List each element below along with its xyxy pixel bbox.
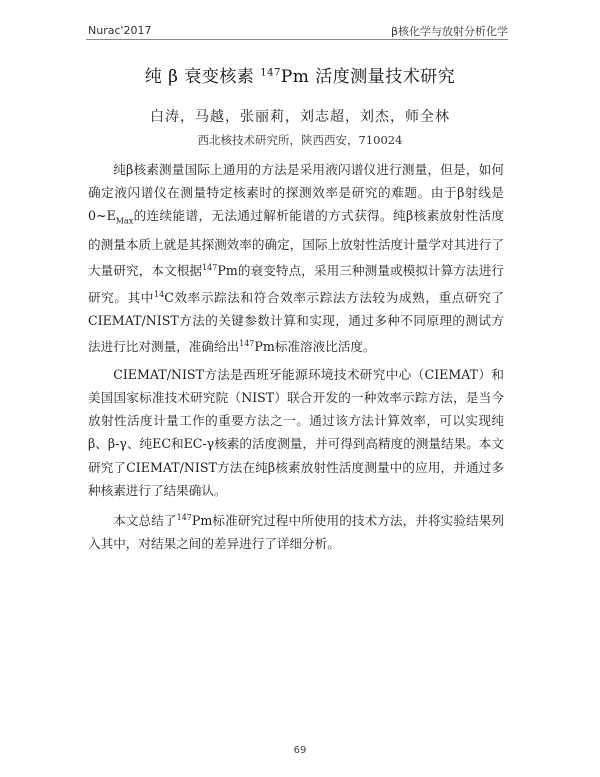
p1-sup-1: 147 <box>202 263 218 273</box>
section-name: β核化学与放射分析化学 <box>390 25 508 38</box>
paper-title <box>0 62 600 87</box>
page-number: 69 <box>293 745 307 756</box>
paragraph-2: CIEMAT/NIST方法是西班牙能源环境技术研究中心（CIEMAT）和美国国家标准技术研究院（NIST）联合开发的一种效率示踪方法，是当今放射性活度计量工作的重要方法之一。通过该方法计算效率，可以实现纯β、β-γ、纯EC和EC-γ核素的活度测量，并可得到高精度的测量结果。本文研究了CIEMAT/NIST方法在纯β核素放射性活度测量中的应用，并通过多种核素进行了结果确认。 <box>88 366 504 498</box>
p1-text-c: Pm的衰变特点，采用三种测量或模拟计算方法进行研究。其中 <box>88 263 504 305</box>
authors: 白涛，马越，张丽莉，刘志超，刘杰，师全林 <box>150 109 450 125</box>
p3-text-b: Pm标准研究过程中所使用的技术方法，并将实验结果列入其中，对结果之间的差异进行了详细分析。 <box>88 513 505 552</box>
p1-text-d: C效率示踪法和符合效率示踪法方法较为成熟，重点研究了CIEMAT/NIST方法的关键参数计算和实现，通过多种不同原理的测试方法进行比对测量，准确给出 <box>88 289 504 355</box>
conference-name: Nurac'2017 <box>88 24 152 37</box>
title-suffix: Pm 活度测量技术研究 <box>280 67 456 87</box>
affiliation: 西北核技术研究所，陕西西安，710024 <box>197 133 403 147</box>
header-divider <box>86 39 508 40</box>
p3-sup: 147 <box>176 512 192 522</box>
p1-text-e: Pm标准溶液比活度。 <box>254 339 376 355</box>
paragraph-1 <box>88 158 504 359</box>
title-superscript: 147 <box>260 67 281 79</box>
p1-sup-2: 14 <box>154 289 165 299</box>
paragraph-3 <box>88 506 504 556</box>
title-prefix: 纯 β 衰变核素 <box>144 67 261 87</box>
p1-text-b: 的连续能谱，无法通过解析能谱的方式获得。纯β核素放射性活度的测量本质上就是其探测效率的确定，国际上放射性活度计量学对其进行了大量研究，本文根据 <box>88 208 504 279</box>
p1-subscript: Max <box>115 216 134 226</box>
body-text <box>88 158 504 560</box>
p1-text-a: 纯β核素测量国际上通用的方法是采用液闪谱仪进行测量，但是，如何确定液闪谱仪在测量特定核素时的探测效率是研究的难题。由于β射线是0~E <box>88 162 504 224</box>
p3-text-a: 本文总结了 <box>113 513 177 529</box>
p1-sup-3: 147 <box>239 339 255 349</box>
